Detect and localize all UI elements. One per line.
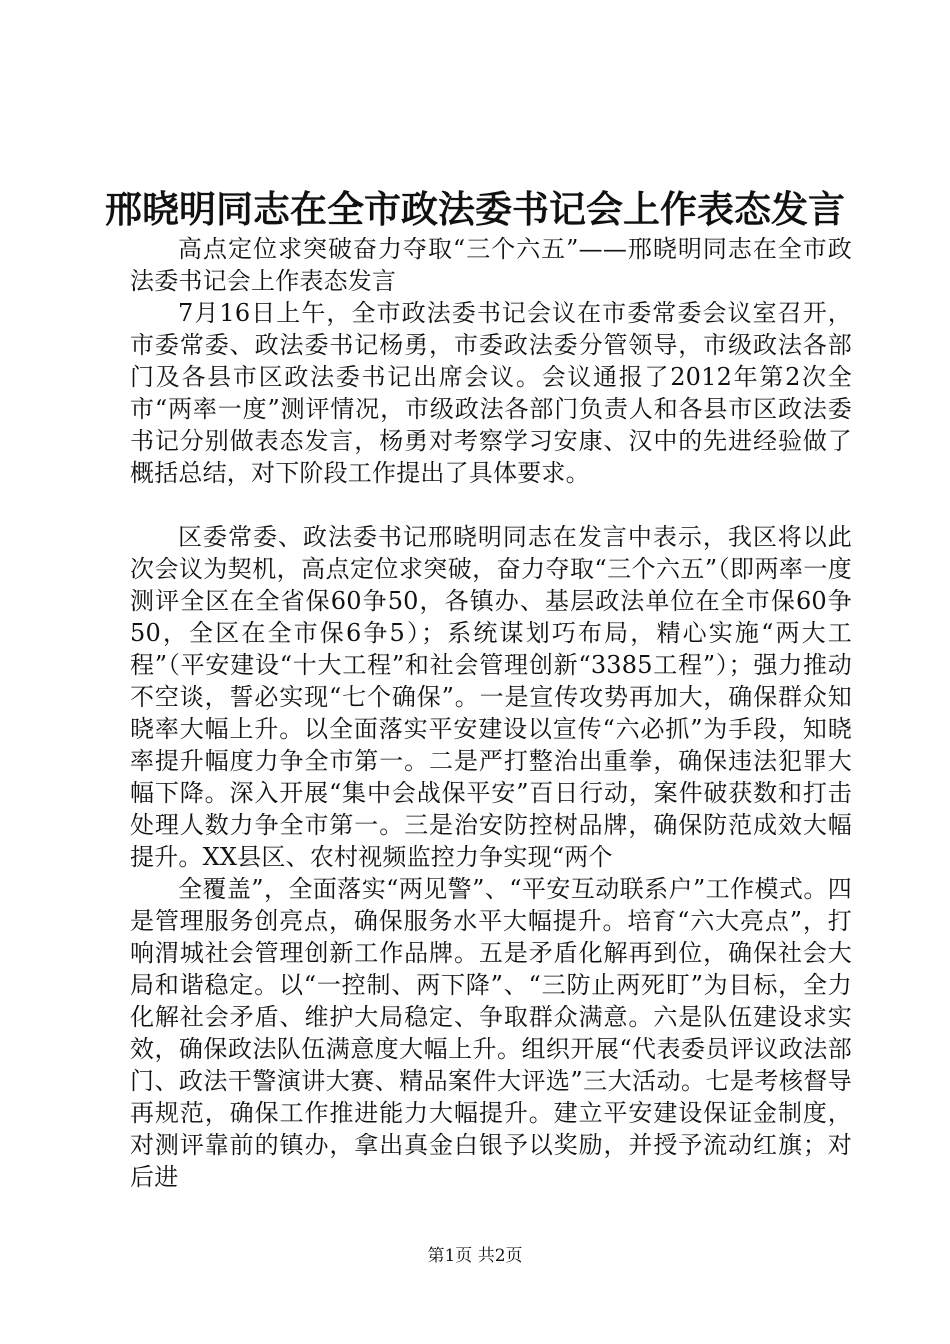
body-paragraph-1: 7月16日上午，全市政法委书记会议在市委常委会议室召开，市委常委、政法委书记杨勇，市委政法委分管领导，市级政法各部门及各县市区政法委书记出席会议。会议通报了2012年第2次全市“两率一度”测评情况，市级政法各部门负责人和各县市区政法委书记分别做表态发言，杨勇对考察学习安康、汉中的先进经验做了概括总结，对下阶段工作提出了具体要求。 xyxy=(130,299,852,487)
page-footer: 第1页 共2页 xyxy=(427,1246,523,1266)
document-body xyxy=(130,233,852,1193)
body-paragraph-3: 全覆盖”，全面落实“两见警”、“平安互动联系户”工作模式。四是管理服务创亮点，确保服务水平大幅提升。培育“六大亮点”，打响渭城社会管理创新工作品牌。五是矛盾化解再到位，确保社会大局和谐稳定。以“一控制、两下降”、“三防止两死盯”为目标，全力化解社会矛盾、维护大局稳定、争取群众满意。六是队伍建设求实效，确保政法队伍满意度大幅上升。组织开展“代表委员评议政法部门、政法干警演讲大赛、精品案件大评选”三大活动。七是考核督导再规范，确保工作推进能力大幅提升。建立平安建设保证金制度，对测评靠前的镇办，拿出真金白银予以奖励，并授予流动红旗；对后进 xyxy=(130,875,852,1191)
document-title: 邢晓明同志在全市政法委书记会上作表态发言 xyxy=(105,187,845,231)
body-paragraph-2: 区委常委、政法委书记邢晓明同志在发言中表示，我区将以此次会议为契机，高点定位求突破，奋力夺取“三个六五”（即两率一度测评全区在全省保60争50，各镇办、基层政法单位在全市保60争50，全区在全市保6争5）；系统谋划巧布局，精心实施“两大工程”（平安建设“十大工程”和社会管理创新“3385工程”）；强力推动不空谈，誓必实现“七个确保”。一是宣传攻势再加大，确保群众知晓率大幅上升。以全面落实平安建设以宣传“六必抓”为手段，知晓率提升幅度力争全市第一。二是严打整治出重拳，确保违法犯罪大幅下降。深入开展“集中会战保平安”百日行动，案件破获数和打击处理人数力争全市第一。三是治安防控树品牌，确保防范成效大幅提升。XX县区、农村视频监控力争实现“两个 xyxy=(130,523,852,871)
subtitle-paragraph: 高点定位求突破奋力夺取“三个六五”——邢晓明同志在全市政法委书记会上作表态发言 xyxy=(130,235,852,295)
